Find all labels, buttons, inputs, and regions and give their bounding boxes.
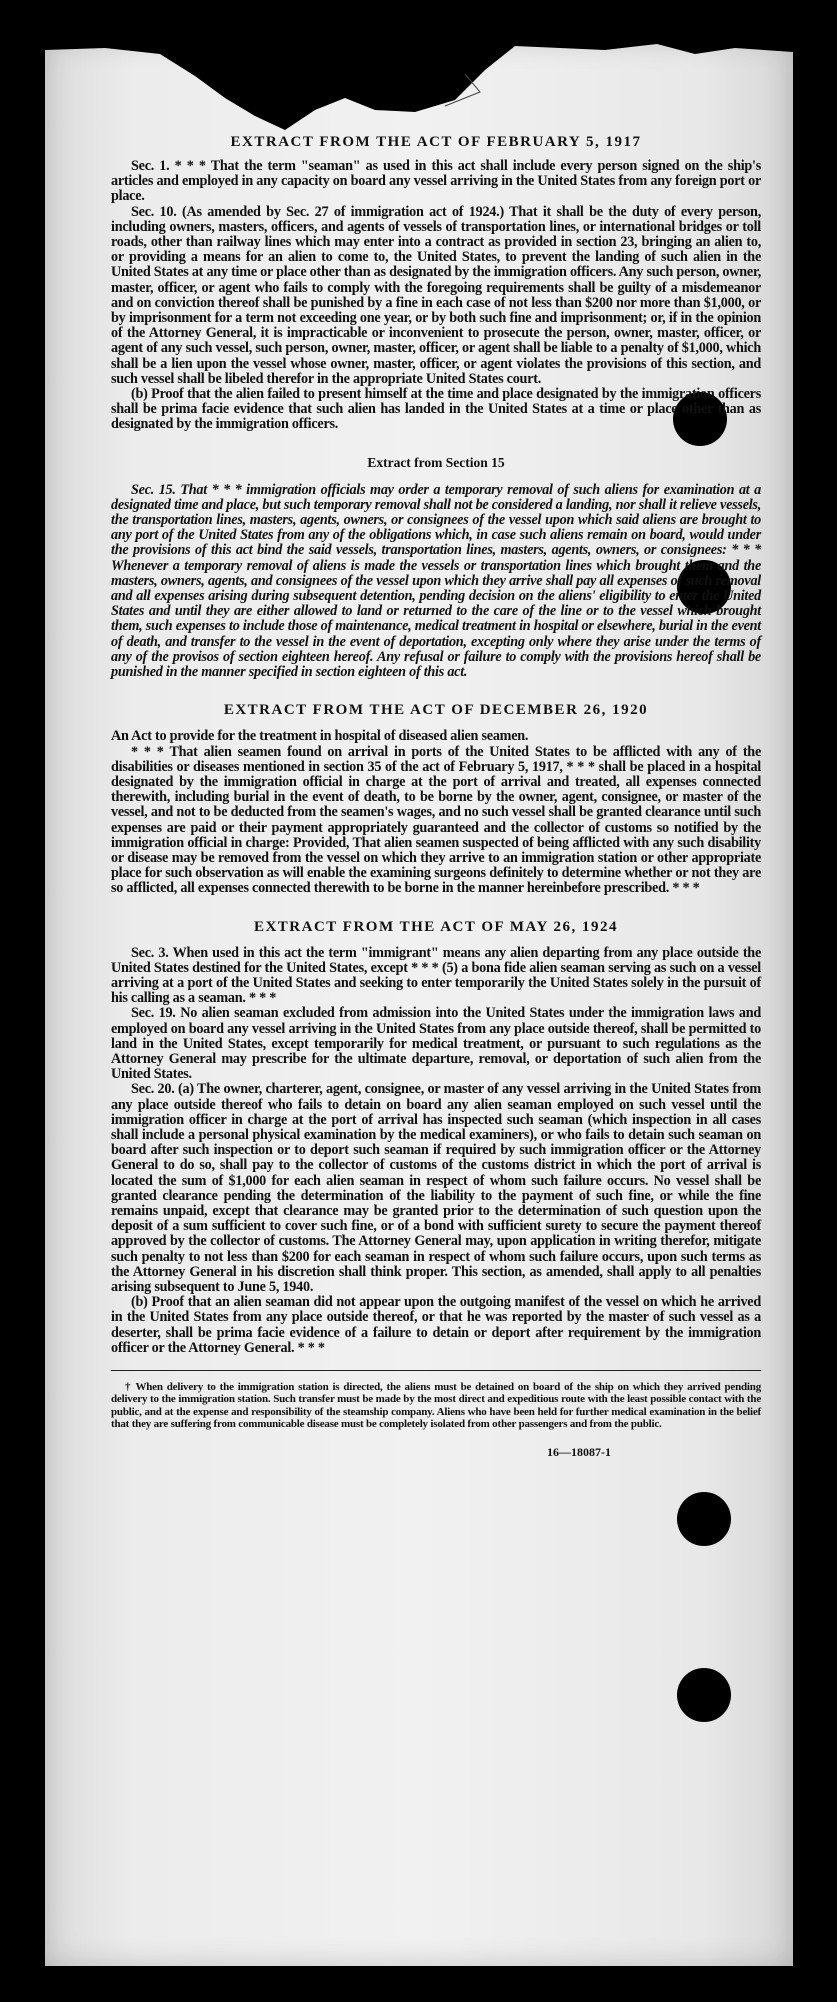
heading-section-15: Extract from Section 15 — [367, 454, 505, 470]
act-1920-title: An Act to provide for the treatment in hospital of diseased alien seamen. — [111, 728, 529, 745]
footnote-divider — [111, 1370, 761, 1371]
act-1920-text: * * * That alien seamen found on arrival in ports of the United States to be afflicted with any of the disabilities or diseases mentioned in section 35 of the act of February 5, 1917, * * * shall be placed in a hospital designated by the immigration official in charge at the port of arrival and treated, all expenses connected therewith, including burial in the event of death, to be borne by the owner, agent, consignee, or master of the vessel, and not to be deducted from the seamen's wages, and no such vessel shall be granted clearance until such expenses are paid or their payment appropriately guaranteed and the collector of customs so notified by the immigration official in charge: Provided, That alien seamen suspected of being afflicted with any such disability or disease may be removed from the vessel on which they arrive to an immigration station or other appropriate place for such observation as will enable the examining surgeons definitely to determine whether or not they are so afflicted, all expenses connected therewith to be borne in the manner hereinbefore prescribed. * * * — [111, 743, 761, 897]
document-page — [45, 40, 793, 1966]
heading-act-1917: EXTRACT FROM THE ACT OF FEBRUARY 5, 1917 — [230, 134, 642, 150]
section-10: Sec. 10. (As amended by Sec. 27 of immigration act of 1924.) That it shall be the duty of every person, including owners, masters, officers, and agents of vessels of transportation lines, or international bridges or toll roads, other than railway lines which may enter into a contract as provided in section 23, bringing an alien to, or providing a means for an alien to come to, the United States, to prevent the landing of such alien in the United States at any time or place other than as designated by the immigration officers. Any such person, owner, master, officer, or agent who fails to comply with the foregoing requirements shall be guilty of a misdemeanor and on conviction thereof shall be punished by a fine in each case of not less than $200 nor more than $1,000, or by imprisonment for a term not exceeding one year, or by both such fine and imprisonment; or, if in the opinion of the Attorney General, it is impracticable or inconvenient to prosecute the person, owner, master, officer, or agent of any such vessel, such person, owner, master, officer, or agent shall be liable to a penalty of $1,000, which shall be a lien upon the vessel whose owner, master, officer, or agent violates the provisions of this section, and such vessel shall be libeled therefor in the appropriate United States court. — [111, 203, 761, 387]
heading-act-1920: EXTRACT FROM THE ACT OF DECEMBER 26, 1920 — [223, 702, 649, 719]
section-20-a: Sec. 20. (a) The owner, charterer, agent, consignee, or master of any vessel arriving in the United States from any place outside thereof who fails to detain on board any alien seaman employed on such vessel until the immigration officer in charge at the port of arrival has inspected such seaman (which inspection in all cases shall include a personal physical examination by the medical examiners), or who fails to detain such seaman on board after such inspection or to deport such seaman if required by such immigration officer or the Attorney General to do so, shall pay to the collector of customs of the customs district in which the port of arrival is located the sum of $1,000 for each alien seaman in respect of whom such failure occurs. No vessel shall be granted clearance pending the determination of the liability to the payment of such fine, or while the fine remains unpaid, except that clearance may be granted prior to the determination of such question upon the deposit of a sum sufficient to cover such fine, or of a bond with sufficient surety to secure the payment thereof approved by the collector of customs. The Attorney General may, upon application in writing therefor, mitigate such penalty to not less than $200 for each seaman in respect of whom such failure occurs, upon such terms as the Attorney General in his discretion shall think proper. This section, as amended, shall apply to all penalties arising subsequent to June 5, 1940. — [111, 1081, 761, 1295]
footnote: † When delivery to the immigration station is directed, the aliens must be detained on board of the ship on which they arrived pending delivery to the immigration station. Such transfer must be made by the most direct and expeditious route with the least possible contact with the public, and at the expense and responsibility of the steamship company. Aliens who have been held for further medical examination in the belief that they are suffering from communicable disease must be completely isolated from other passengers and from the public. — [111, 1381, 761, 1431]
section-1: Sec. 1. * * * That the term "seaman" as used in this act shall include every person signed on the ship's articles and employed in any capacity on board any vessel arriving in the United States from any foreign port or place. — [111, 158, 761, 205]
heading-act-1924: EXTRACT FROM THE ACT OF MAY 26, 1924 — [253, 918, 619, 935]
section-19: Sec. 19. No alien seaman excluded from admission into the United States under the immigration laws and employed on board any vessel arriving in the United States from any place outside thereof, shall be permitted to land in the United States, except temporarily for medical treatment, or pursuant to such regulations as the Attorney General may prescribe for the ultimate departure, removal, or deportation of such alien from the United States. — [111, 1005, 761, 1083]
punch-hole-3 — [677, 1492, 731, 1546]
form-number: 16—18087-1 — [547, 1444, 611, 1459]
section-10-b: (b) Proof that the alien failed to present himself at the time and place designated by the immigration officers shall be prima facie evidence that such alien has landed in the United States at a time or place other than as designated by the immigration officers. — [111, 386, 761, 433]
section-3: Sec. 3. When used in this act the term "immigrant" means any alien departing from any place outside the United States destined for the United States, except * * * (5) a bona fide alien seaman serving as such on a vessel arriving at a port of the United States and seeking to enter temporarily the United States solely in the pursuit of his calling as a seaman. * * * — [111, 944, 761, 1007]
document-body — [111, 134, 761, 1460]
punch-hole-4 — [677, 1668, 731, 1722]
section-15: Sec. 15. That * * * immigration officials may order a temporary removal of such aliens for examination at a designated time and place, but such temporary removal shall not be considered a landing, nor shall it relieve vessels, the transportation lines, masters, agents, owners, or consignees of the vessel upon which said aliens are brought to any port of the United States from any of the obligations which, in case such aliens remain on board, would under the provisions of this act bind the said vessels, transportation lines, masters, agents, owners, or consignees: * * * Whenever a temporary removal of aliens is made the vessels or transportation lines which brought them and the masters, owners, agents, and consignees of the vessel upon which they arrive shall pay all expenses of such removal and all expenses arising during subsequent detention, pending decision on the aliens' eligibility to enter the United States and until they are either allowed to land or returned to the care of the line or to the vessel which brought them, such expenses to include those of maintenance, medical treatment in hospital or elsewhere, burial in the event of death, and transfer to the vessel in the event of deportation, excepting only where they arise under the terms of any of the provisos of section eighteen hereof. Any refusal or failure to comply with the provisions hereof shall be punished in the manner specified in section eighteen of this act. — [111, 481, 761, 681]
section-20-b: (b) Proof that an alien seaman did not appear upon the outgoing manifest of the vessel on which he arrived in the United States from any place outside thereof, or that he was reported by the master of such vessel as a deserter, shall be prima facie evidence of a failure to detain or deport after requirement by the immigration officer or the Attorney General. * * * — [111, 1294, 761, 1356]
